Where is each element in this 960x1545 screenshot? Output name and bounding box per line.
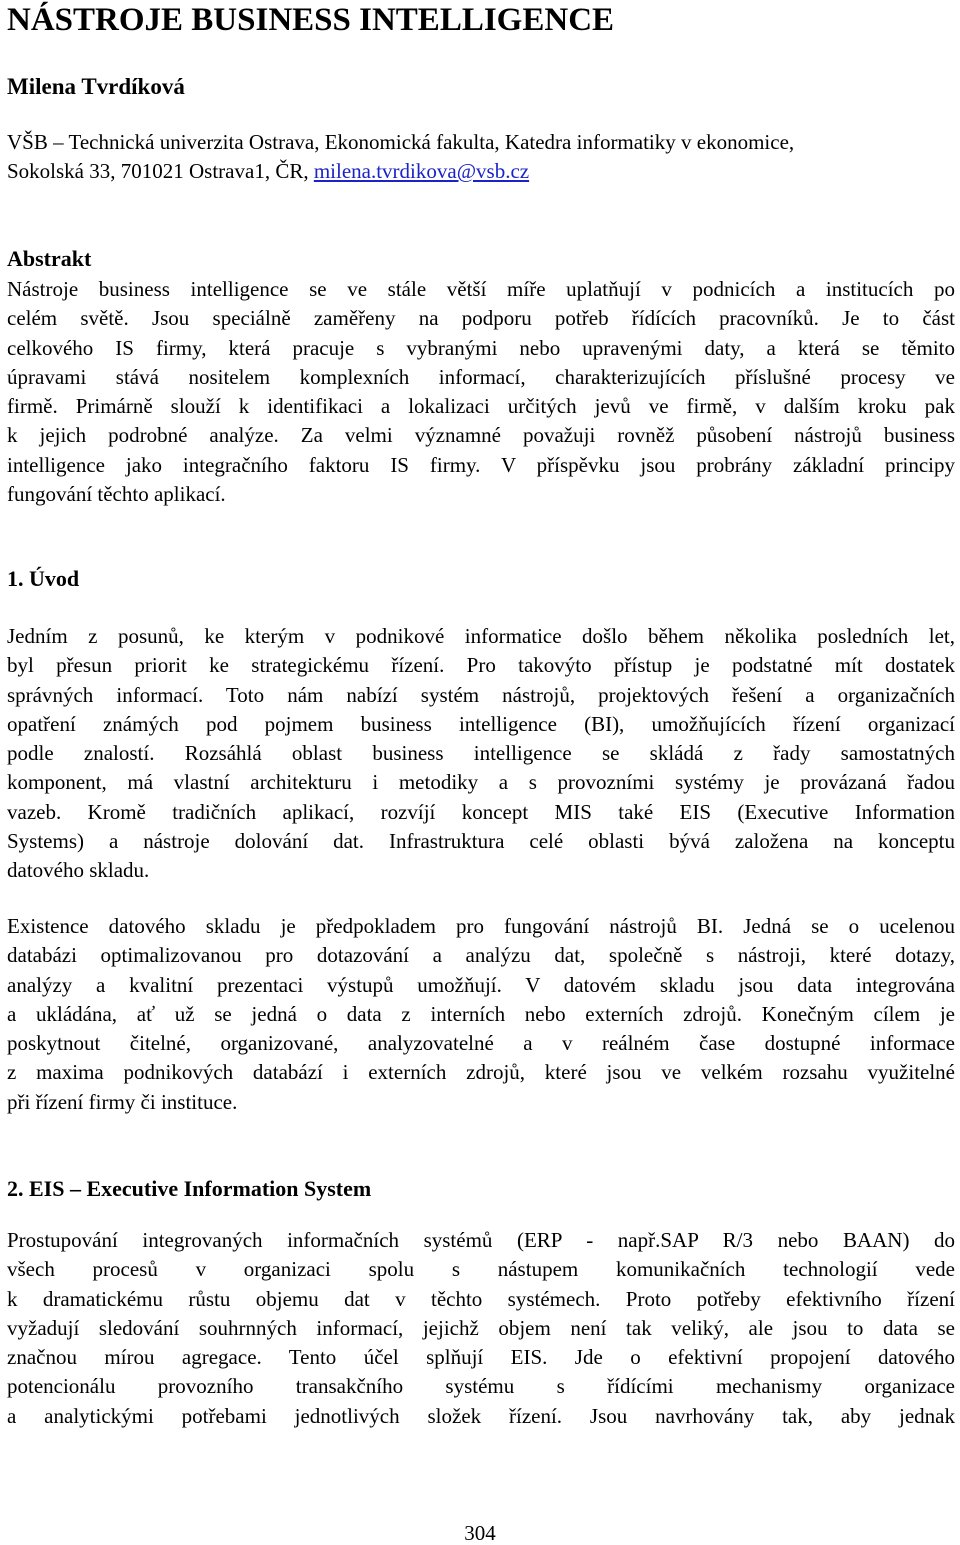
text-line: celkového IS firmy, která pracuje s vybranými nebo upravenými daty, a která se těmito — [7, 335, 955, 360]
text-line: firmě. Primárně slouží k identifikaci a lokalizaci určitých jevů ve firmě, v dalším kroku pak — [7, 394, 955, 419]
text-line: poskytnout čitelné, organizované, analyzovatelné a v reálném čase dostupné informace — [7, 1031, 955, 1056]
text-line: Nástroje business intelligence se ve stále větší míře uplatňují v podnicích a institucích po — [7, 277, 955, 301]
text-line: Existence datového skladu je předpokladem pro fungování nástrojů BI. Jedná se o ucelenou — [7, 914, 955, 938]
abstract-paragraph — [7, 275, 955, 509]
section-2-heading: 2. EIS – Executive Information System — [7, 1176, 372, 1201]
text-line: celém světě. Jsou speciálně zaměřeny na podporu potřeb řídících pracovníků. Je to část — [7, 306, 955, 331]
text-line: vazeb. Kromě tradičních aplikací, rozvíjí koncept MIS také EIS (Executive Information — [7, 799, 955, 824]
text-line: vyžadují sledování souhrnných informací, jejichž objem není tak veliký, ale jsou to data se — [7, 1315, 955, 1340]
text-line: k dramatickému růstu objemu dat v těchto systémech. Proto potřeby efektivního řízení — [7, 1286, 955, 1311]
paper-title: NÁSTROJE BUSINESS INTELLIGENCE — [7, 2, 615, 38]
author-email-link[interactable]: milena.tvrdikova@vsb.cz — [313, 159, 530, 183]
text-line: úpravami stává nositelem komplexních informací, charakterizujících příslušné procesy ve — [7, 364, 955, 389]
text-line: byl přesun priorit ke strategickému řízení. Pro takovýto přístup je podstatné mít dostatek — [7, 653, 955, 678]
abstract-heading: Abstrakt — [7, 246, 92, 271]
text-line: podle znalostí. Rozsáhlá oblast business intelligence se skládá z řady samostatných — [7, 741, 955, 766]
text-line: správných informací. Toto nám nabízí systém nástrojů, projektových řešení a organizačních — [7, 682, 955, 707]
page-number: 304 — [464, 1521, 496, 1545]
section-1-heading: 1. Úvod — [7, 566, 80, 591]
text-line: intelligence jako integračního faktoru IS firmy. V příspěvku jsou probrány základní principy — [7, 452, 955, 477]
text-line: Prostupování integrovaných informačních systémů (ERP - např.SAP R/3 nebo BAAN) do — [7, 1228, 955, 1252]
text-line: potencionálu provozního transakčního systému s řídícími mechanismy organizace — [7, 1374, 955, 1399]
section-2-paragraph-1 — [7, 1226, 955, 1431]
affiliation-line — [7, 157, 953, 186]
text-line: a ukládána, ať už se jedná o data z interních nebo externích zdrojů. Konečným cílem je — [7, 1001, 955, 1026]
text-line: a analytickými potřebami jednotlivých složek řízení. Jsou navrhovány tak, aby jednak — [7, 1403, 955, 1428]
section-1-paragraph-1 — [7, 622, 955, 886]
text-line: všech procesů v organizaci spolu s nástupem komunikačních technologií vede — [7, 1257, 955, 1282]
text-line: Jedním z posunů, ke kterým v podnikové informatice došlo během několika posledních let, — [7, 624, 955, 648]
affiliation-line: VŠB – Technická univerzita Ostrava, Ekonomická fakulta, Katedra informatiky v ekonomice, — [7, 130, 795, 154]
text-line: fungování těchto aplikací. — [7, 482, 226, 507]
text-line: při řízení firmy či instituce. — [7, 1089, 238, 1114]
text-line: k jejich podrobné analýze. Za velmi významné považuji rovněž působení nástrojů business — [7, 423, 955, 448]
affiliation — [7, 128, 953, 186]
section-1-paragraph-2 — [7, 912, 955, 1117]
text-line: databázi optimalizovanou pro dotazování a analýzu dat, společně s nástroji, které dotazy, — [7, 943, 955, 968]
text-line: opatření známých pod pojmem business intelligence (BI), umožňujících řízení organizací — [7, 711, 955, 736]
text-line: komponent, má vlastní architekturu i metodiky a s provozními systémy je provázaná řadou — [7, 770, 955, 795]
affiliation-address: Sokolská 33, 701021 Ostrava1, ČR, — [7, 159, 314, 183]
author-name: Milena Tvrdíková — [7, 74, 185, 99]
text-line: z maxima podnikových databází i externích zdrojů, které jsou ve velkém rozsahu využitelné — [7, 1060, 955, 1085]
text-line: značnou mírou agregace. Tento účel splňují EIS. Jde o efektivní propojení datového — [7, 1345, 955, 1370]
text-line: Systems) a nástroje dolování dat. Infrastruktura celé oblasti bývá založena na konceptu — [7, 829, 955, 854]
text-line: analýzy a kvalitní prezentaci výstupů umožňují. V datovém skladu jsou data integrována — [7, 972, 955, 997]
text-line: datového skladu. — [7, 858, 150, 883]
